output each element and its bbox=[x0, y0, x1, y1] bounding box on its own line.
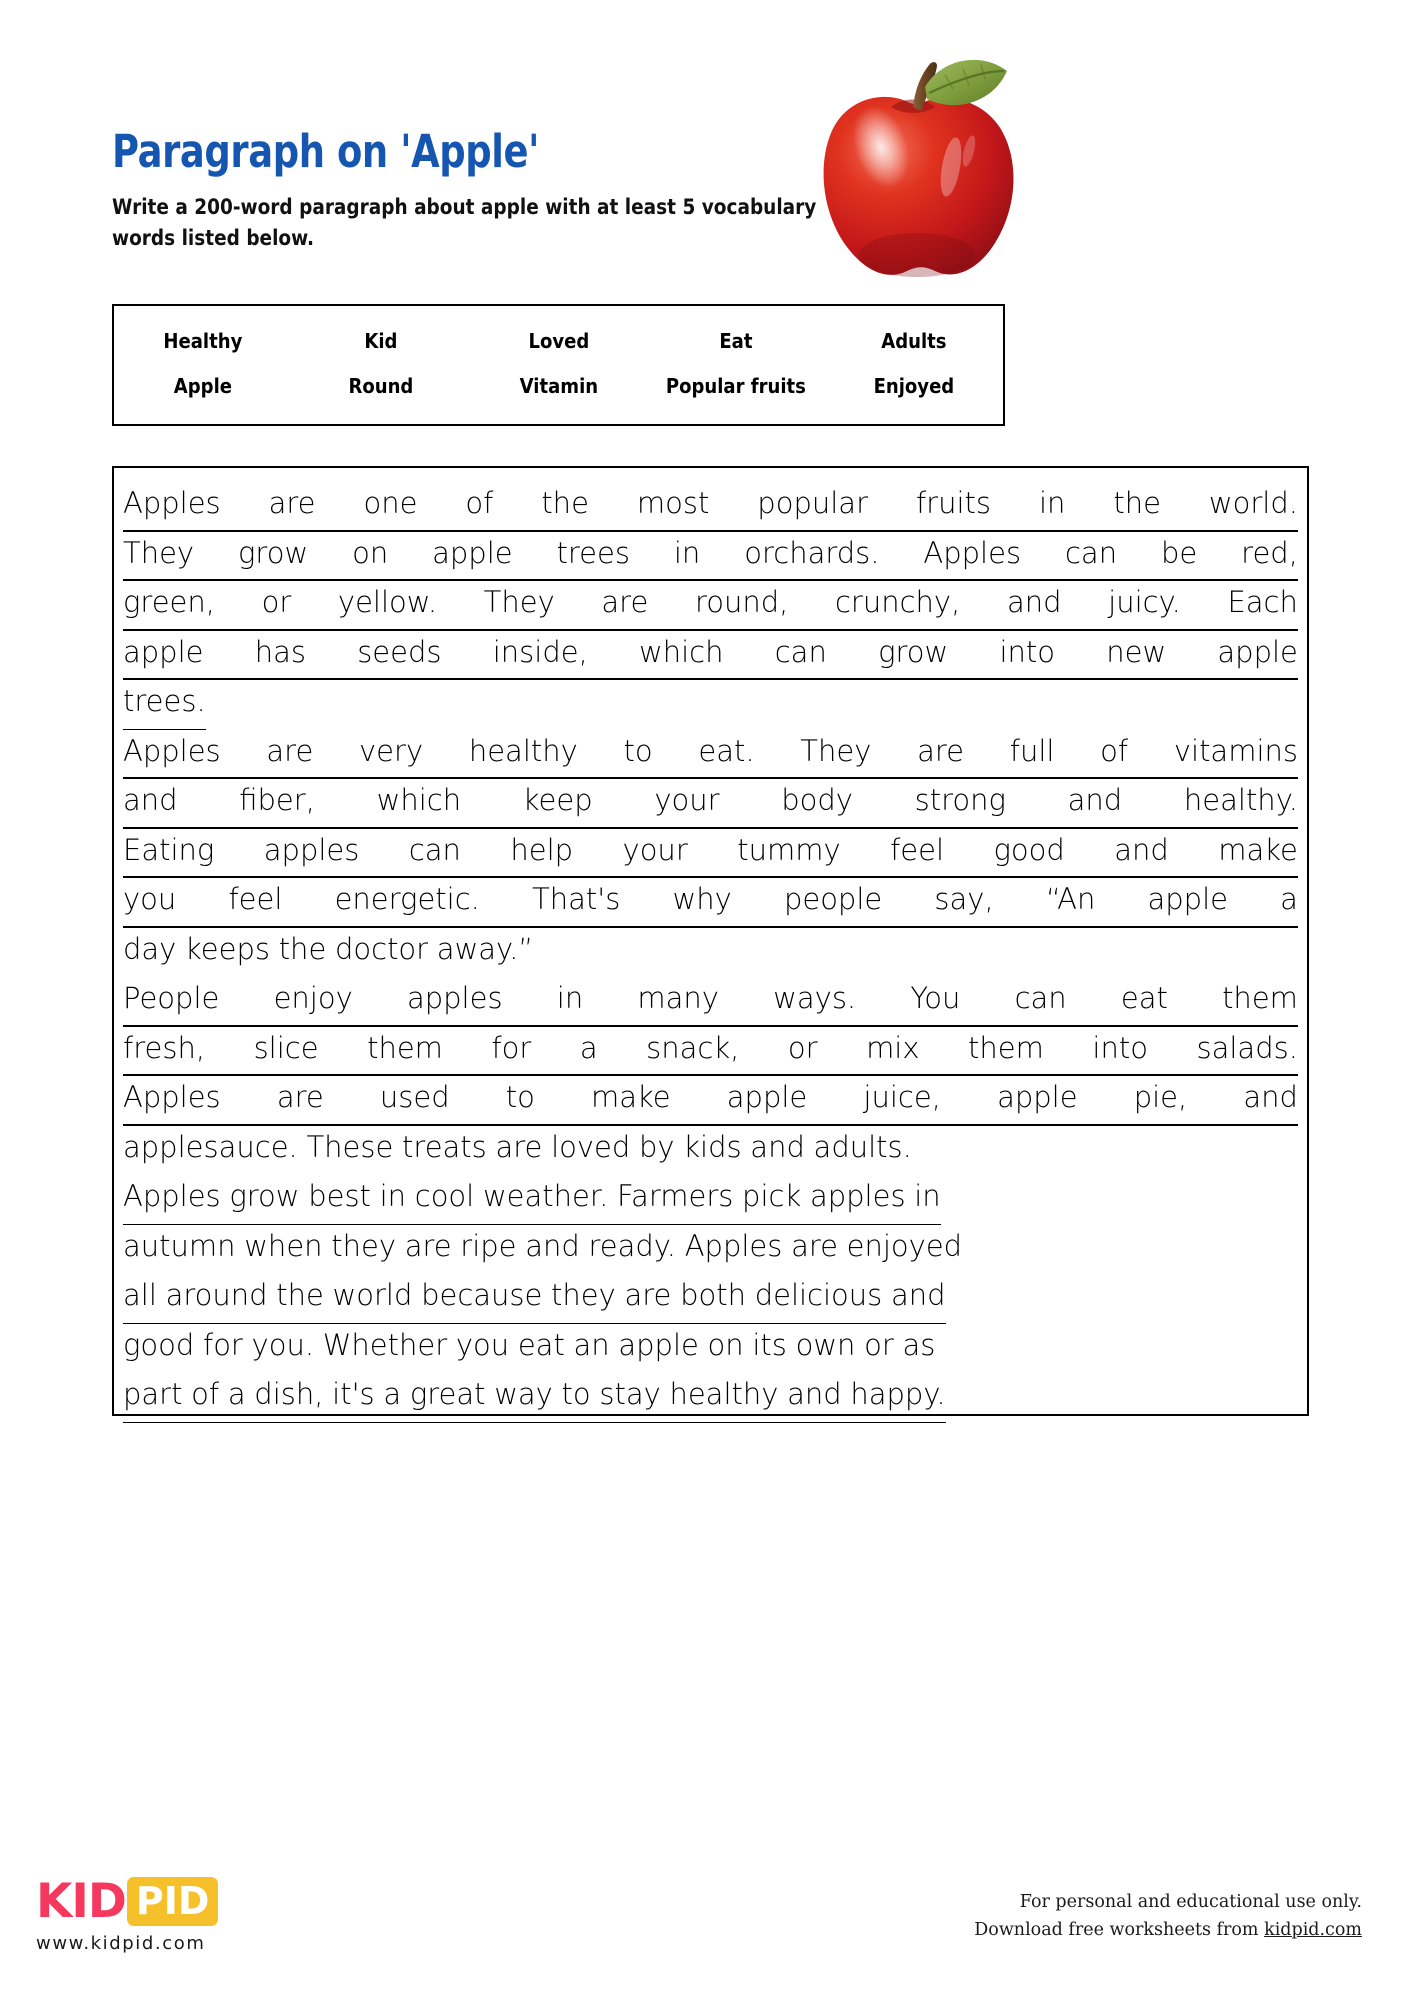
writing-word: you bbox=[455, 1327, 510, 1362]
writing-word: a bbox=[579, 1030, 598, 1065]
writing-line bbox=[123, 482, 1298, 532]
writing-word: own bbox=[795, 1327, 856, 1362]
vocabulary-word: Adults bbox=[881, 328, 947, 353]
writing-word: Apples bbox=[684, 1228, 783, 1263]
writing-word: ways. bbox=[773, 981, 857, 1015]
writing-word: apple bbox=[618, 1327, 699, 1362]
vocabulary-word: Loved bbox=[528, 328, 589, 353]
writing-word: ripe bbox=[460, 1228, 517, 1263]
writing-word: eat bbox=[1120, 981, 1168, 1015]
writing-word: your bbox=[654, 783, 720, 817]
writing-word: That's bbox=[532, 882, 621, 916]
writing-line bbox=[123, 977, 1298, 1027]
writing-word: and bbox=[123, 783, 178, 817]
vocabulary-word: Popular fruits bbox=[666, 373, 807, 398]
writing-word: apples bbox=[809, 1179, 906, 1213]
writing-word: ready. bbox=[588, 1228, 677, 1263]
writing-line bbox=[123, 532, 1298, 582]
writing-word: juicy. bbox=[1108, 585, 1181, 619]
writing-word: happy. bbox=[850, 1377, 946, 1411]
writing-word: grow bbox=[238, 535, 309, 570]
footer-download-prefix: Download free worksheets from bbox=[974, 1920, 1265, 1941]
writing-word: crunchy, bbox=[834, 585, 961, 619]
writing-word: trees bbox=[556, 535, 630, 570]
writing-word: feel bbox=[228, 882, 283, 916]
writing-word: fresh, bbox=[123, 1030, 206, 1065]
writing-word: in bbox=[379, 1179, 407, 1213]
writing-word: healthy bbox=[468, 733, 578, 768]
writing-word: of bbox=[191, 1377, 220, 1411]
writing-line bbox=[123, 1126, 1298, 1176]
writing-word: best bbox=[308, 1179, 371, 1213]
writing-word: its bbox=[752, 1327, 787, 1362]
writing-word: grow bbox=[878, 634, 949, 669]
writing-word: when bbox=[244, 1228, 323, 1263]
writing-line-text bbox=[123, 680, 206, 730]
page-instructions: Write a 200-word paragraph about apple with at least 5 vocabulary words listed below. bbox=[112, 195, 817, 251]
writing-word: the bbox=[276, 1278, 324, 1312]
writing-word: kids bbox=[683, 1129, 742, 1164]
logo-pid-badge: PID bbox=[127, 1877, 219, 1926]
writing-word: keeps bbox=[185, 931, 270, 966]
writing-line bbox=[123, 1373, 1298, 1423]
apple-leaf bbox=[925, 60, 1007, 105]
writing-word: can bbox=[408, 832, 461, 867]
writing-word: has bbox=[254, 634, 306, 669]
writing-line-text bbox=[123, 1175, 941, 1225]
writing-word: vitamins bbox=[1173, 733, 1298, 768]
writing-word: grow bbox=[229, 1179, 300, 1213]
writing-word: snack, bbox=[646, 1030, 740, 1065]
writing-word: to bbox=[561, 1377, 591, 1411]
writing-word: to bbox=[623, 733, 653, 768]
writing-word: you bbox=[123, 882, 177, 916]
writing-word: part bbox=[123, 1377, 183, 1411]
writing-word: and bbox=[787, 1377, 842, 1411]
writing-word: These bbox=[306, 1129, 394, 1164]
writing-word: both bbox=[680, 1278, 746, 1312]
writing-word: make bbox=[1218, 832, 1298, 867]
writing-word: you. bbox=[251, 1327, 315, 1362]
writing-word: energetic. bbox=[334, 882, 480, 916]
writing-word: for bbox=[202, 1327, 243, 1362]
writing-word: all bbox=[123, 1278, 157, 1312]
writing-word: and bbox=[1006, 585, 1062, 619]
writing-word: apple bbox=[726, 1080, 808, 1114]
writing-word: they bbox=[331, 1228, 396, 1263]
writing-word: green, bbox=[123, 585, 215, 619]
writing-word: are bbox=[601, 585, 649, 619]
logo-wordmark bbox=[36, 1873, 336, 1929]
writing-word: people bbox=[783, 882, 883, 916]
writing-word: are bbox=[276, 1080, 324, 1114]
writing-word: world. bbox=[1208, 486, 1298, 520]
vocabulary-word: Vitamin bbox=[519, 373, 598, 398]
vocabulary-word: Healthy bbox=[163, 328, 243, 353]
writing-word: a bbox=[227, 1377, 246, 1411]
worksheet-header bbox=[112, 125, 832, 254]
writing-word: one bbox=[363, 486, 418, 520]
writing-word: dish, bbox=[254, 1377, 324, 1411]
writing-word: delicious bbox=[754, 1278, 883, 1312]
writing-word: say, bbox=[934, 882, 994, 916]
writing-line-text bbox=[123, 1324, 935, 1374]
writing-word: are bbox=[495, 1129, 543, 1164]
writing-word: yellow. bbox=[337, 585, 438, 619]
writing-word: great bbox=[409, 1377, 486, 1411]
writing-word: stay bbox=[599, 1377, 661, 1411]
writing-word: healthy bbox=[669, 1377, 779, 1411]
writing-line bbox=[123, 631, 1298, 681]
writing-word: a bbox=[1280, 882, 1298, 916]
writing-word: or bbox=[787, 1030, 818, 1065]
kidpid-logo bbox=[36, 1873, 336, 1954]
writing-word: juice, bbox=[863, 1080, 941, 1114]
writing-word: be bbox=[1161, 535, 1198, 570]
writing-word: weather. bbox=[482, 1179, 609, 1213]
writing-word: pick bbox=[742, 1179, 802, 1213]
writing-word: which bbox=[376, 783, 462, 817]
writing-word: them bbox=[968, 1030, 1044, 1065]
vocabulary-word: Round bbox=[348, 373, 414, 398]
writing-word: them bbox=[1222, 981, 1298, 1015]
writing-word: are bbox=[624, 1278, 672, 1312]
writing-word: or bbox=[864, 1327, 894, 1362]
writing-word: as bbox=[902, 1327, 936, 1362]
writing-word: fruits bbox=[915, 486, 992, 520]
writing-line bbox=[123, 928, 1298, 978]
writing-word: treats bbox=[402, 1129, 487, 1164]
footer-download-note bbox=[974, 1916, 1362, 1944]
writing-word: enjoy bbox=[273, 981, 353, 1015]
writing-word: way bbox=[494, 1377, 553, 1411]
writing-word: are bbox=[791, 1228, 838, 1263]
writing-word: red, bbox=[1241, 535, 1298, 570]
writing-word: salads. bbox=[1196, 1030, 1298, 1065]
logo-website-url: www.kidpid.com bbox=[36, 1933, 206, 1954]
writing-word: apple bbox=[997, 1080, 1078, 1114]
writing-word: can bbox=[1064, 535, 1118, 570]
writing-word: world bbox=[332, 1278, 413, 1312]
writing-word: into bbox=[999, 634, 1055, 669]
writing-word: orchards. bbox=[744, 535, 880, 570]
writing-word: eat bbox=[517, 1327, 565, 1362]
writing-word: away.” bbox=[436, 931, 534, 966]
writing-word: can bbox=[1014, 981, 1067, 1015]
writing-word: autumn bbox=[123, 1228, 236, 1263]
writing-word: the bbox=[278, 931, 327, 966]
writing-word: pie, bbox=[1133, 1080, 1188, 1114]
writing-word: full bbox=[1009, 733, 1055, 768]
writing-line bbox=[123, 1324, 1298, 1374]
writing-word: and bbox=[1067, 783, 1123, 817]
writing-word: very bbox=[359, 733, 424, 768]
footer-usage-note: For personal and educational use only. bbox=[1019, 1892, 1362, 1912]
apple-illustration bbox=[795, 55, 1025, 290]
writing-line bbox=[123, 581, 1298, 631]
writing-word: and bbox=[525, 1228, 580, 1263]
writing-word: are bbox=[268, 486, 316, 520]
writing-word: used bbox=[379, 1080, 450, 1114]
writing-word: on bbox=[707, 1327, 744, 1362]
writing-word: slice bbox=[253, 1030, 319, 1065]
writing-word: for bbox=[491, 1030, 532, 1065]
writing-word: new bbox=[1106, 634, 1167, 669]
writing-word: “An bbox=[1045, 882, 1096, 916]
writing-word: healthy. bbox=[1183, 783, 1298, 817]
vocabulary-row bbox=[114, 329, 1003, 353]
writing-word: are bbox=[917, 733, 965, 768]
vocabulary-word: Apple bbox=[173, 373, 233, 398]
writing-word: enjoyed bbox=[846, 1228, 963, 1263]
writing-line bbox=[123, 1175, 1298, 1225]
writing-word: are bbox=[266, 733, 314, 768]
writing-line-text bbox=[123, 928, 533, 978]
writing-word: make bbox=[591, 1080, 671, 1114]
writing-word: and bbox=[890, 1278, 946, 1312]
writing-word: applesauce. bbox=[123, 1129, 298, 1164]
writing-word: them bbox=[367, 1030, 443, 1065]
vocabulary-word-box bbox=[112, 304, 1005, 426]
writing-word: mix bbox=[866, 1030, 920, 1065]
writing-word: keep bbox=[522, 783, 593, 817]
writing-word: which bbox=[639, 634, 724, 669]
writing-word: Eating bbox=[123, 832, 215, 867]
writing-word: They bbox=[800, 733, 872, 768]
writing-word: apple bbox=[1147, 882, 1228, 916]
writing-word: tummy bbox=[737, 832, 841, 867]
writing-word: apples bbox=[406, 981, 503, 1015]
writing-word: can bbox=[774, 634, 827, 669]
writing-word: it's bbox=[332, 1377, 375, 1411]
writing-word: apple bbox=[432, 535, 513, 570]
writing-word: around bbox=[165, 1278, 268, 1312]
footer-attribution bbox=[974, 1888, 1362, 1945]
writing-word: Farmers bbox=[617, 1179, 734, 1213]
writing-word: why bbox=[672, 882, 732, 916]
writing-word: the bbox=[1113, 486, 1161, 520]
page-title: Paragraph on 'Apple' bbox=[112, 125, 540, 178]
writing-line bbox=[123, 1076, 1298, 1126]
writing-word: in bbox=[673, 535, 701, 570]
writing-word: adults. bbox=[813, 1129, 912, 1164]
writing-word: to bbox=[505, 1080, 535, 1114]
writing-word: You bbox=[910, 981, 961, 1015]
writing-word: Each bbox=[1227, 585, 1298, 619]
writing-line bbox=[123, 730, 1298, 780]
writing-line-text bbox=[123, 1126, 912, 1176]
vocabulary-word: Enjoyed bbox=[873, 373, 955, 398]
writing-line-text bbox=[123, 1274, 946, 1324]
writing-word: many bbox=[637, 981, 719, 1015]
writing-word: are bbox=[404, 1228, 452, 1263]
vocabulary-word: Eat bbox=[719, 328, 753, 353]
writing-line bbox=[123, 1027, 1298, 1077]
writing-word: by bbox=[638, 1129, 675, 1164]
writing-word: fiber, bbox=[239, 783, 315, 817]
writing-line bbox=[123, 779, 1298, 829]
writing-word: most bbox=[636, 486, 710, 520]
writing-word: eat. bbox=[698, 733, 755, 768]
writing-word: day bbox=[123, 931, 177, 966]
writing-word: of bbox=[1100, 733, 1129, 768]
writing-answer-box[interactable] bbox=[112, 466, 1309, 1416]
writing-line bbox=[123, 878, 1298, 928]
writing-word: strong bbox=[914, 783, 1006, 817]
vocabulary-word: Kid bbox=[364, 328, 398, 353]
writing-word: feel bbox=[890, 832, 945, 867]
writing-word: and bbox=[1114, 832, 1169, 867]
writing-line bbox=[123, 829, 1298, 879]
writing-line bbox=[123, 680, 1298, 730]
writing-word: good bbox=[123, 1327, 195, 1362]
writing-word: in bbox=[914, 1179, 941, 1213]
writing-word: Whether bbox=[322, 1327, 448, 1362]
writing-word: Apples bbox=[923, 535, 1022, 570]
writing-word: Apples bbox=[123, 1179, 221, 1213]
writing-word: in bbox=[556, 981, 584, 1015]
writing-word: cool bbox=[414, 1179, 475, 1213]
writing-word: on bbox=[352, 535, 389, 570]
writing-line bbox=[123, 1225, 1298, 1275]
writing-word: a bbox=[383, 1377, 402, 1411]
writing-word: They bbox=[483, 585, 555, 619]
writing-word: apples bbox=[263, 832, 360, 867]
writing-word: Apples bbox=[123, 486, 221, 520]
writing-line-text bbox=[123, 1373, 946, 1423]
writing-word: of bbox=[465, 486, 494, 520]
writing-word: apple bbox=[123, 634, 204, 669]
writing-word: and bbox=[750, 1129, 805, 1164]
writing-word: trees. bbox=[123, 684, 206, 718]
writing-word: doctor bbox=[334, 931, 429, 966]
writing-word: help bbox=[510, 832, 574, 867]
writing-word: your bbox=[622, 832, 688, 867]
writing-word: in bbox=[1038, 486, 1066, 520]
writing-word: Apples bbox=[123, 1080, 221, 1114]
writing-word: and bbox=[1243, 1080, 1298, 1114]
vocabulary-row bbox=[114, 374, 1003, 398]
logo-kid-text: KID bbox=[36, 1873, 126, 1929]
writing-word: or bbox=[261, 585, 292, 619]
writing-word: into bbox=[1092, 1030, 1148, 1065]
writing-word: the bbox=[541, 486, 589, 520]
writing-word: they bbox=[551, 1278, 616, 1312]
writing-word: popular bbox=[757, 486, 868, 520]
writing-word: seeds bbox=[357, 634, 442, 669]
writing-word: because bbox=[421, 1278, 543, 1312]
writing-line bbox=[123, 1274, 1298, 1324]
kidpid-link[interactable]: kidpid.com bbox=[1264, 1920, 1362, 1941]
writing-word: They bbox=[123, 535, 195, 570]
writing-word: an bbox=[573, 1327, 610, 1362]
writing-line-text bbox=[123, 1225, 962, 1275]
writing-word: round, bbox=[694, 585, 789, 619]
writing-word: Apples bbox=[123, 733, 221, 768]
writing-word: apple bbox=[1217, 634, 1298, 669]
writing-word: body bbox=[781, 783, 853, 817]
writing-word: People bbox=[123, 981, 220, 1015]
writing-word: loved bbox=[551, 1129, 631, 1164]
writing-word: inside, bbox=[492, 634, 588, 669]
writing-word: good bbox=[993, 832, 1065, 867]
